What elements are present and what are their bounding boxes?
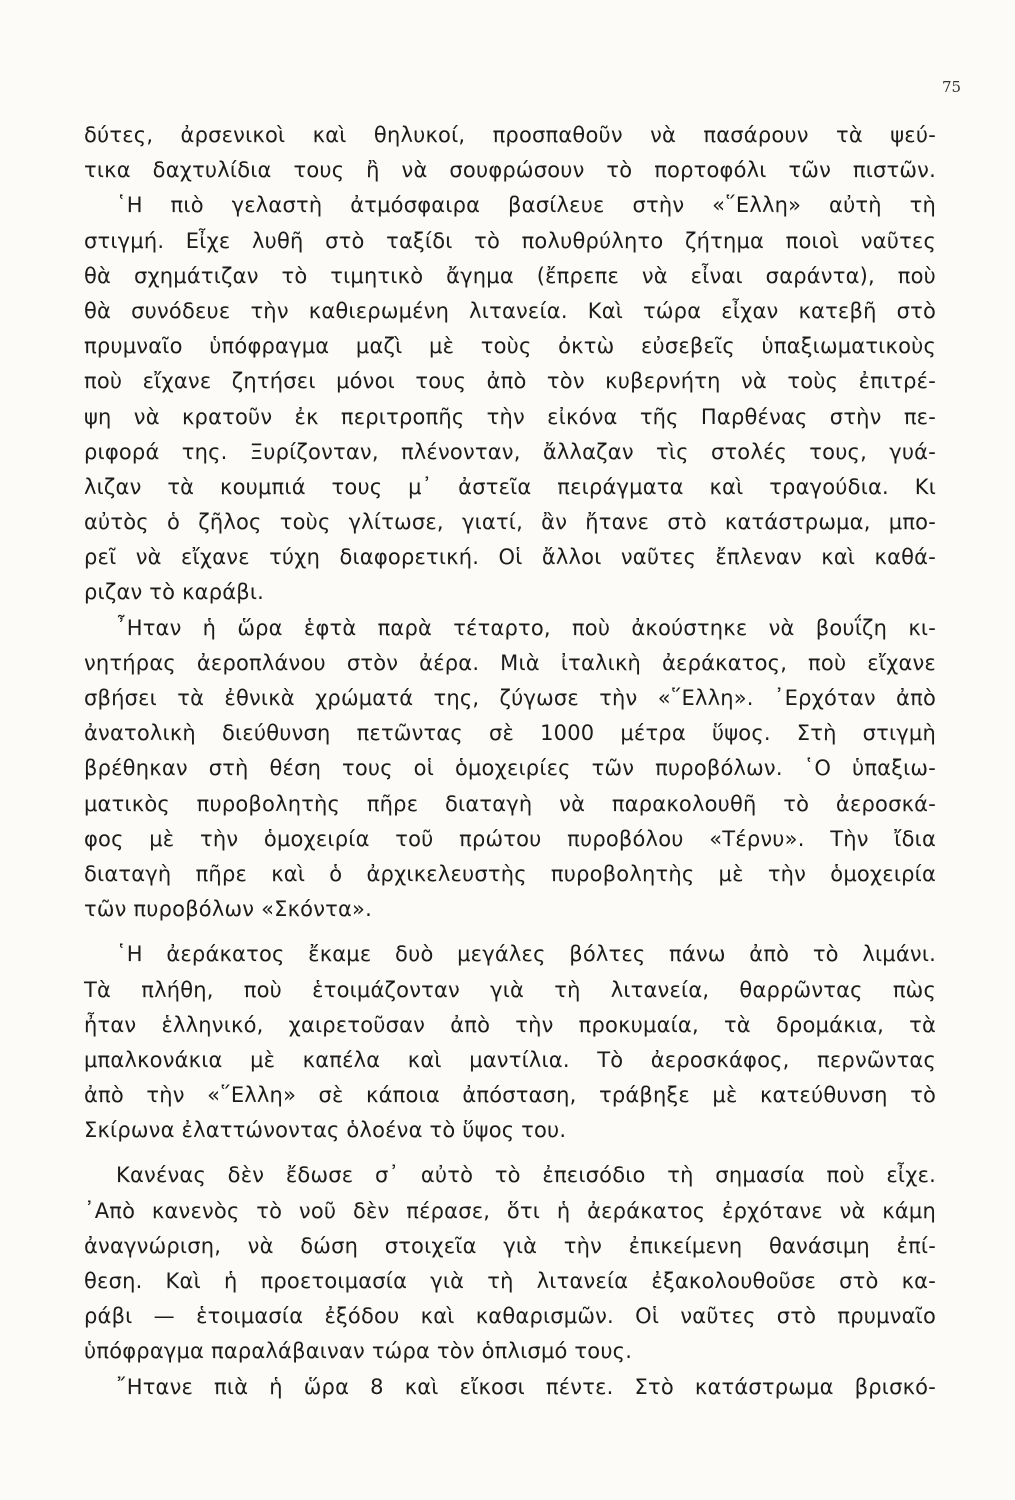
text-line: ρεῖ νὰ εἴχανε τύχη διαφορετική. Οἱ ἄλλοι ναῦτες ἔπλεναν καὶ καθά-: [84, 545, 936, 570]
text-line: φος μὲ τὴν ὁμοχειρία τοῦ πρώτου πυροβόλου «Τέρνυ». Τὴν ἴδια: [84, 826, 936, 851]
text-line: ματικὸς πυροβολητὴς πῆρε διαταγὴ νὰ παρακολουθῆ τὸ ἀεροσκά-: [84, 791, 936, 816]
text-line: ράβι — ἑτοιμασία ἐξόδου καὶ καθαρισμῶν. Οἱ ναῦτες στὸ πρυμναῖο: [84, 1304, 936, 1329]
text-line: τῶν πυροβόλων «Σκόντα».: [84, 897, 372, 922]
text-line: θὰ σχημάτιζαν τὸ τιμητικὸ ἄγημα (ἔπρεπε νὰ εἶναι σαράντα), ποὺ: [84, 263, 936, 288]
text-line: ἀνατολικὴ διεύθυνση πετῶντας σὲ 1000 μέτρα ὕψος. Στὴ στιγμὴ: [84, 721, 936, 746]
text-line: λιζαν τὰ κουμπιά τους μ᾿ ἀστεῖα πειράγματα καὶ τραγούδια. Κι: [84, 474, 936, 499]
text-line: ῎Ητανε πιὰ ἡ ὥρα 8 καὶ εἴκοσι πέντε. Στὸ κατάστρωμα βρισκό-: [116, 1374, 936, 1399]
text-line: πρυμναῖο ὑπόφραγμα μαζὶ μὲ τοὺς ὀκτὼ εὐσεβεῖς ὑπαξιωματικοὺς: [84, 334, 936, 359]
text-line: ῾Η πιὸ γελαστὴ ἀτμόσφαιρα βασίλευε στὴν «῞Ελλη» αὐτὴ τὴ: [116, 193, 936, 218]
text-line: θὰ συνόδευε τὴν καθιερωμένη λιτανεία. Καὶ τώρα εἶχαν κατεβῆ στὸ: [84, 298, 936, 323]
text-line: ποὺ εἴχανε ζητήσει μόνοι τους ἀπὸ τὸν κυβερνήτη νὰ τοὺς ἐπιτρέ-: [84, 369, 936, 394]
text-line: ριζαν τὸ καράβι.: [84, 580, 265, 605]
text-line: Κανένας δὲν ἔδωσε σ᾿ αὐτὸ τὸ ἐπεισόδιο τὴ σημασία ποὺ εἶχε.: [116, 1163, 936, 1188]
text-line: στιγμή. Εἶχε λυθῆ στὸ ταξίδι τὸ πολυθρύλητο ζήτημα ποιοὶ ναῦτες: [84, 228, 936, 253]
page-number: 75: [942, 78, 962, 96]
text-line: ῾Η ἀεράκατος ἔκαμε δυὸ μεγάλες βόλτες πάνω ἀπὸ τὸ λιμάνι.: [116, 942, 936, 967]
body-text: [84, 118, 936, 1405]
text-line: βρέθηκαν στὴ θέση τους οἱ ὁμοχειρίες τῶν πυροβόλων. ῾Ο ὑπαξιω-: [84, 756, 936, 781]
text-line: σβήσει τὰ ἐθνικὰ χρώματά της, ζύγωσε τὴν «῞Ελλη». ᾿Ερχόταν ἀπὸ: [84, 686, 936, 710]
text-line: ἀναγνώριση, νὰ δώση στοιχεῖα γιὰ τὴν ἐπικείμενη θανάσιμη ἐπί-: [84, 1233, 936, 1258]
text-line: ριφορά της. Ξυρίζονταν, πλένονταν, ἄλλαζαν τὶς στολές τους, γυά-: [84, 439, 936, 464]
text-line: αὐτὸς ὁ ζῆλος τοὺς γλίτωσε, γιατί, ἂν ἤτανε στὸ κατάστρωμα, μπο-: [84, 510, 936, 535]
text-line: ὑπόφραγμα παραλάβαιναν τώρα τὸν ὁπλισμό τους.: [84, 1339, 633, 1364]
text-line: δύτες, ἀρσενικοὶ καὶ θηλυκοί, προσπαθοῦν νὰ πασάρουν τὰ ψεύ-: [84, 123, 936, 147]
text-line: νητήρας ἀεροπλάνου στὸν ἀέρα. Μιὰ ἰταλικὴ ἀεράκατος, ποὺ εἴχανε: [84, 650, 936, 675]
text-line: μπαλκονάκια μὲ καπέλα καὶ μαντίλια. Τὸ ἀεροσκάφος, περνῶντας: [84, 1047, 936, 1072]
text-line: Τὰ πλήθη, ποὺ ἑτοιμάζονταν γιὰ τὴ λιτανεία, θαρρῶντας πὼς: [84, 977, 936, 1002]
text-line: διαταγὴ πῆρε καὶ ὁ ἀρχικελευστὴς πυροβολητὴς μὲ τὴν ὁμοχειρία: [84, 861, 936, 886]
text-line: ᾿Απὸ κανενὸς τὸ νοῦ δὲν πέρασε, ὅτι ἡ ἀεράκατος ἐρχότανε νὰ κάμη: [84, 1198, 936, 1223]
text-line: θεση. Καὶ ἡ προετοιμασία γιὰ τὴ λιτανεία ἐξακολουθοῦσε στὸ κα-: [84, 1269, 936, 1293]
text-line: ῏Ηταν ἡ ὥρα ἑφτὰ παρὰ τέταρτο, ποὺ ἀκούστηκε νὰ βουΐζη κι-: [116, 615, 936, 640]
text-line: ψη νὰ κρατοῦν ἐκ περιτροπῆς τὴν εἰκόνα τῆς Παρθένας στὴν πε-: [84, 404, 936, 429]
text-line: ἦταν ἑλληνικό, χαιρετοῦσαν ἀπὸ τὴν προκυμαία, τὰ δρομάκια, τὰ: [84, 1012, 936, 1037]
text-line: ἀπὸ τὴν «῞Ελλη» σὲ κάποια ἀπόσταση, τράβηξε μὲ κατεύθυνση τὸ: [84, 1083, 936, 1108]
text-line: τικα δαχτυλίδια τους ἢ νὰ σουφρώσουν τὸ πορτοφόλι τῶν πιστῶν.: [84, 158, 936, 183]
text-line: Σκίρωνα ἐλαττώνοντας ὁλοένα τὸ ὕψος του.: [84, 1118, 567, 1143]
